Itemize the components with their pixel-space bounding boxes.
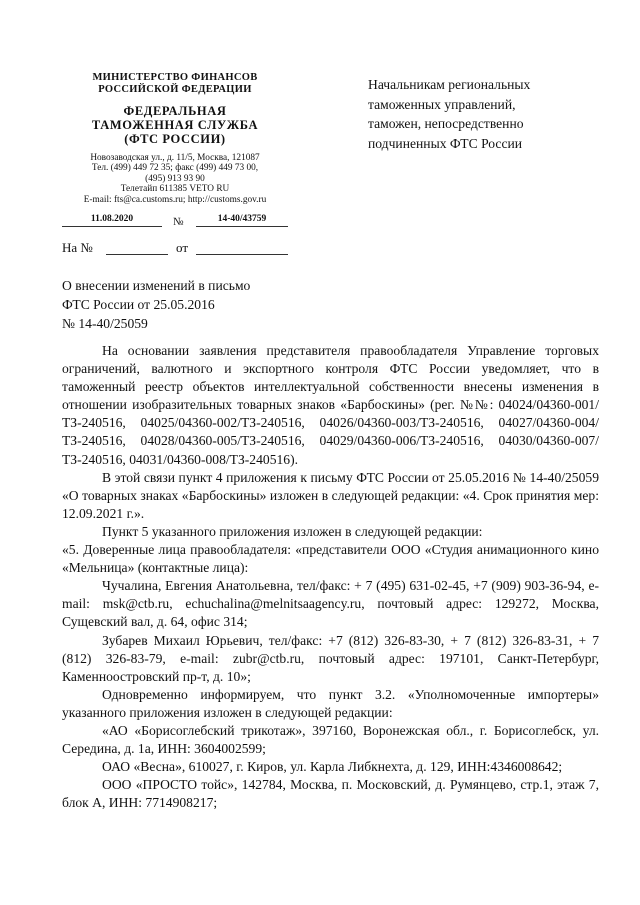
number-sign: № — [173, 216, 184, 228]
body-paragraph: В этой связи пункт 4 приложения к письму ФТС России от 25.05.2016 № 14-40/25059 «О товарных знаках «Барбоскины» изложен в следующей редакции: «4. Срок принятия мер: 12.09.2021 г.». — [62, 469, 599, 521]
body-paragraph: ОАО «Весна», 610027, г. Киров, ул. Карла Либкнехта, д. 129, ИНН:4346008642; — [102, 759, 563, 775]
agency-name — [62, 104, 288, 146]
letter-subject — [62, 276, 322, 333]
addressee-line-4: подчиненных ФТС России — [368, 135, 523, 151]
reply-to-number-blank — [106, 254, 168, 255]
subject-line-1: О внесении изменений в письмо — [62, 278, 251, 293]
agency-line-2: ТАМОЖЕННАЯ СЛУЖБА — [91, 118, 259, 132]
body-paragraph: «АО «Борисоглебский трикотаж», 397160, Воронежская обл., г. Борисоглебск, ул. Середина, д. 1а, ИНН: 3604002599; — [62, 722, 599, 757]
body-paragraph: Одновременно информируем, что пункт 3.2. «Уполномоченные импортеры» указанного приложения изложен в следующей редакции: — [62, 686, 599, 720]
reply-to-label: На № — [62, 240, 93, 255]
address-line-1: Новозаводская ул., д. 11/5, Москва, 121087 — [90, 153, 260, 163]
ministry-line-1: МИНИСТЕРСТВО ФИНАНСОВ — [92, 72, 258, 83]
letter-number: 14-40/43759 — [196, 214, 288, 227]
address-line-3: (495) 913 93 90 — [145, 173, 205, 184]
agency-line-1: ФЕДЕРАЛЬНАЯ — [123, 104, 227, 118]
addressee-line-1: Начальникам региональных — [368, 77, 531, 92]
address-line-2: Тел. (499) 449 72 35; факс (499) 449 73 00, — [91, 163, 259, 174]
addressee-line-3: таможен, непосредственно — [368, 116, 524, 131]
ministry-name — [62, 72, 288, 96]
address-line-4: Телетайп 611385 VETO RU — [120, 184, 230, 195]
addressee-block — [368, 75, 608, 153]
body-paragraph: Зубарев Михаил Юрьевич, тел/факс: +7 (812) 326-83-30, + 7 (812) 326-83-31, + 7 (812) 326-83-79, e-mail: zubr@ctb.ru, почтовый адрес: 197101, Санкт-Петербург, Каменноостровский пр-т, д. 10»; — [62, 632, 599, 684]
body-paragraph: ООО «ПРОСТО тойс», 142784, Москва, п. Московский, д. Румянцево, стр.1, этаж 7, блок А, ИНН: 7714908217; — [62, 777, 599, 811]
body-paragraph: Чучалина, Евгения Анатольевна, тел/факс: + 7 (495) 631-02-45, +7 (909) 903-36-94, e-mail: msk@ctb.ru, echuchalina@melnitsaagency.ru, почтовый адрес: 129272, Москва, Сущевский вал, д. 64, офис 314; — [62, 578, 599, 630]
agency-address — [62, 153, 288, 205]
letter-body — [62, 342, 599, 812]
address-line-5: E-mail: fts@ca.customs.ru; http://customs.gov.ru — [83, 194, 267, 205]
ministry-line-2: РОССИЙСКОЙ ФЕДЕРАЦИИ — [98, 84, 252, 95]
addressee-line-2: таможенных управлений, — [368, 96, 516, 112]
body-paragraph: На основании заявления представителя правообладателя Управление торговых ограничений, валютного и экспортного контроля ФТС России уведомляет, что в таможенный реестр объектов интеллектуальной собственности внесены изменения в отношении изобразительных товарных знаков «Барбоскины» (рег. №№: 04024/04360-001/ТЗ-240516, 04025/04360-002/ТЗ-240516, 04026/04360-003/ТЗ-240516, 04027/04360-004/ТЗ-240516, 04028/04360-005/ТЗ-240516, 04029/04360-006/ТЗ-240516, 04030/04360-007/ТЗ-240516, 04031/04360-008/ТЗ-240516). — [62, 343, 599, 467]
letter-date: 11.08.2020 — [62, 214, 162, 227]
reply-to-date-label: от — [176, 240, 189, 255]
body-paragraph: Пункт 5 указанного приложения изложен в следующей редакции: — [102, 523, 483, 539]
body-paragraph: «5. Доверенные лица правообладателя: «представители ООО «Студия анимационного кино «Мельница» (контактные лица): — [62, 542, 599, 576]
subject-line-2: ФТС России от 25.05.2016 — [62, 297, 215, 312]
reply-to-date-blank — [196, 254, 288, 255]
subject-line-3: № 14-40/25059 — [62, 316, 148, 331]
agency-line-3: (ФТС РОССИИ) — [124, 132, 226, 146]
